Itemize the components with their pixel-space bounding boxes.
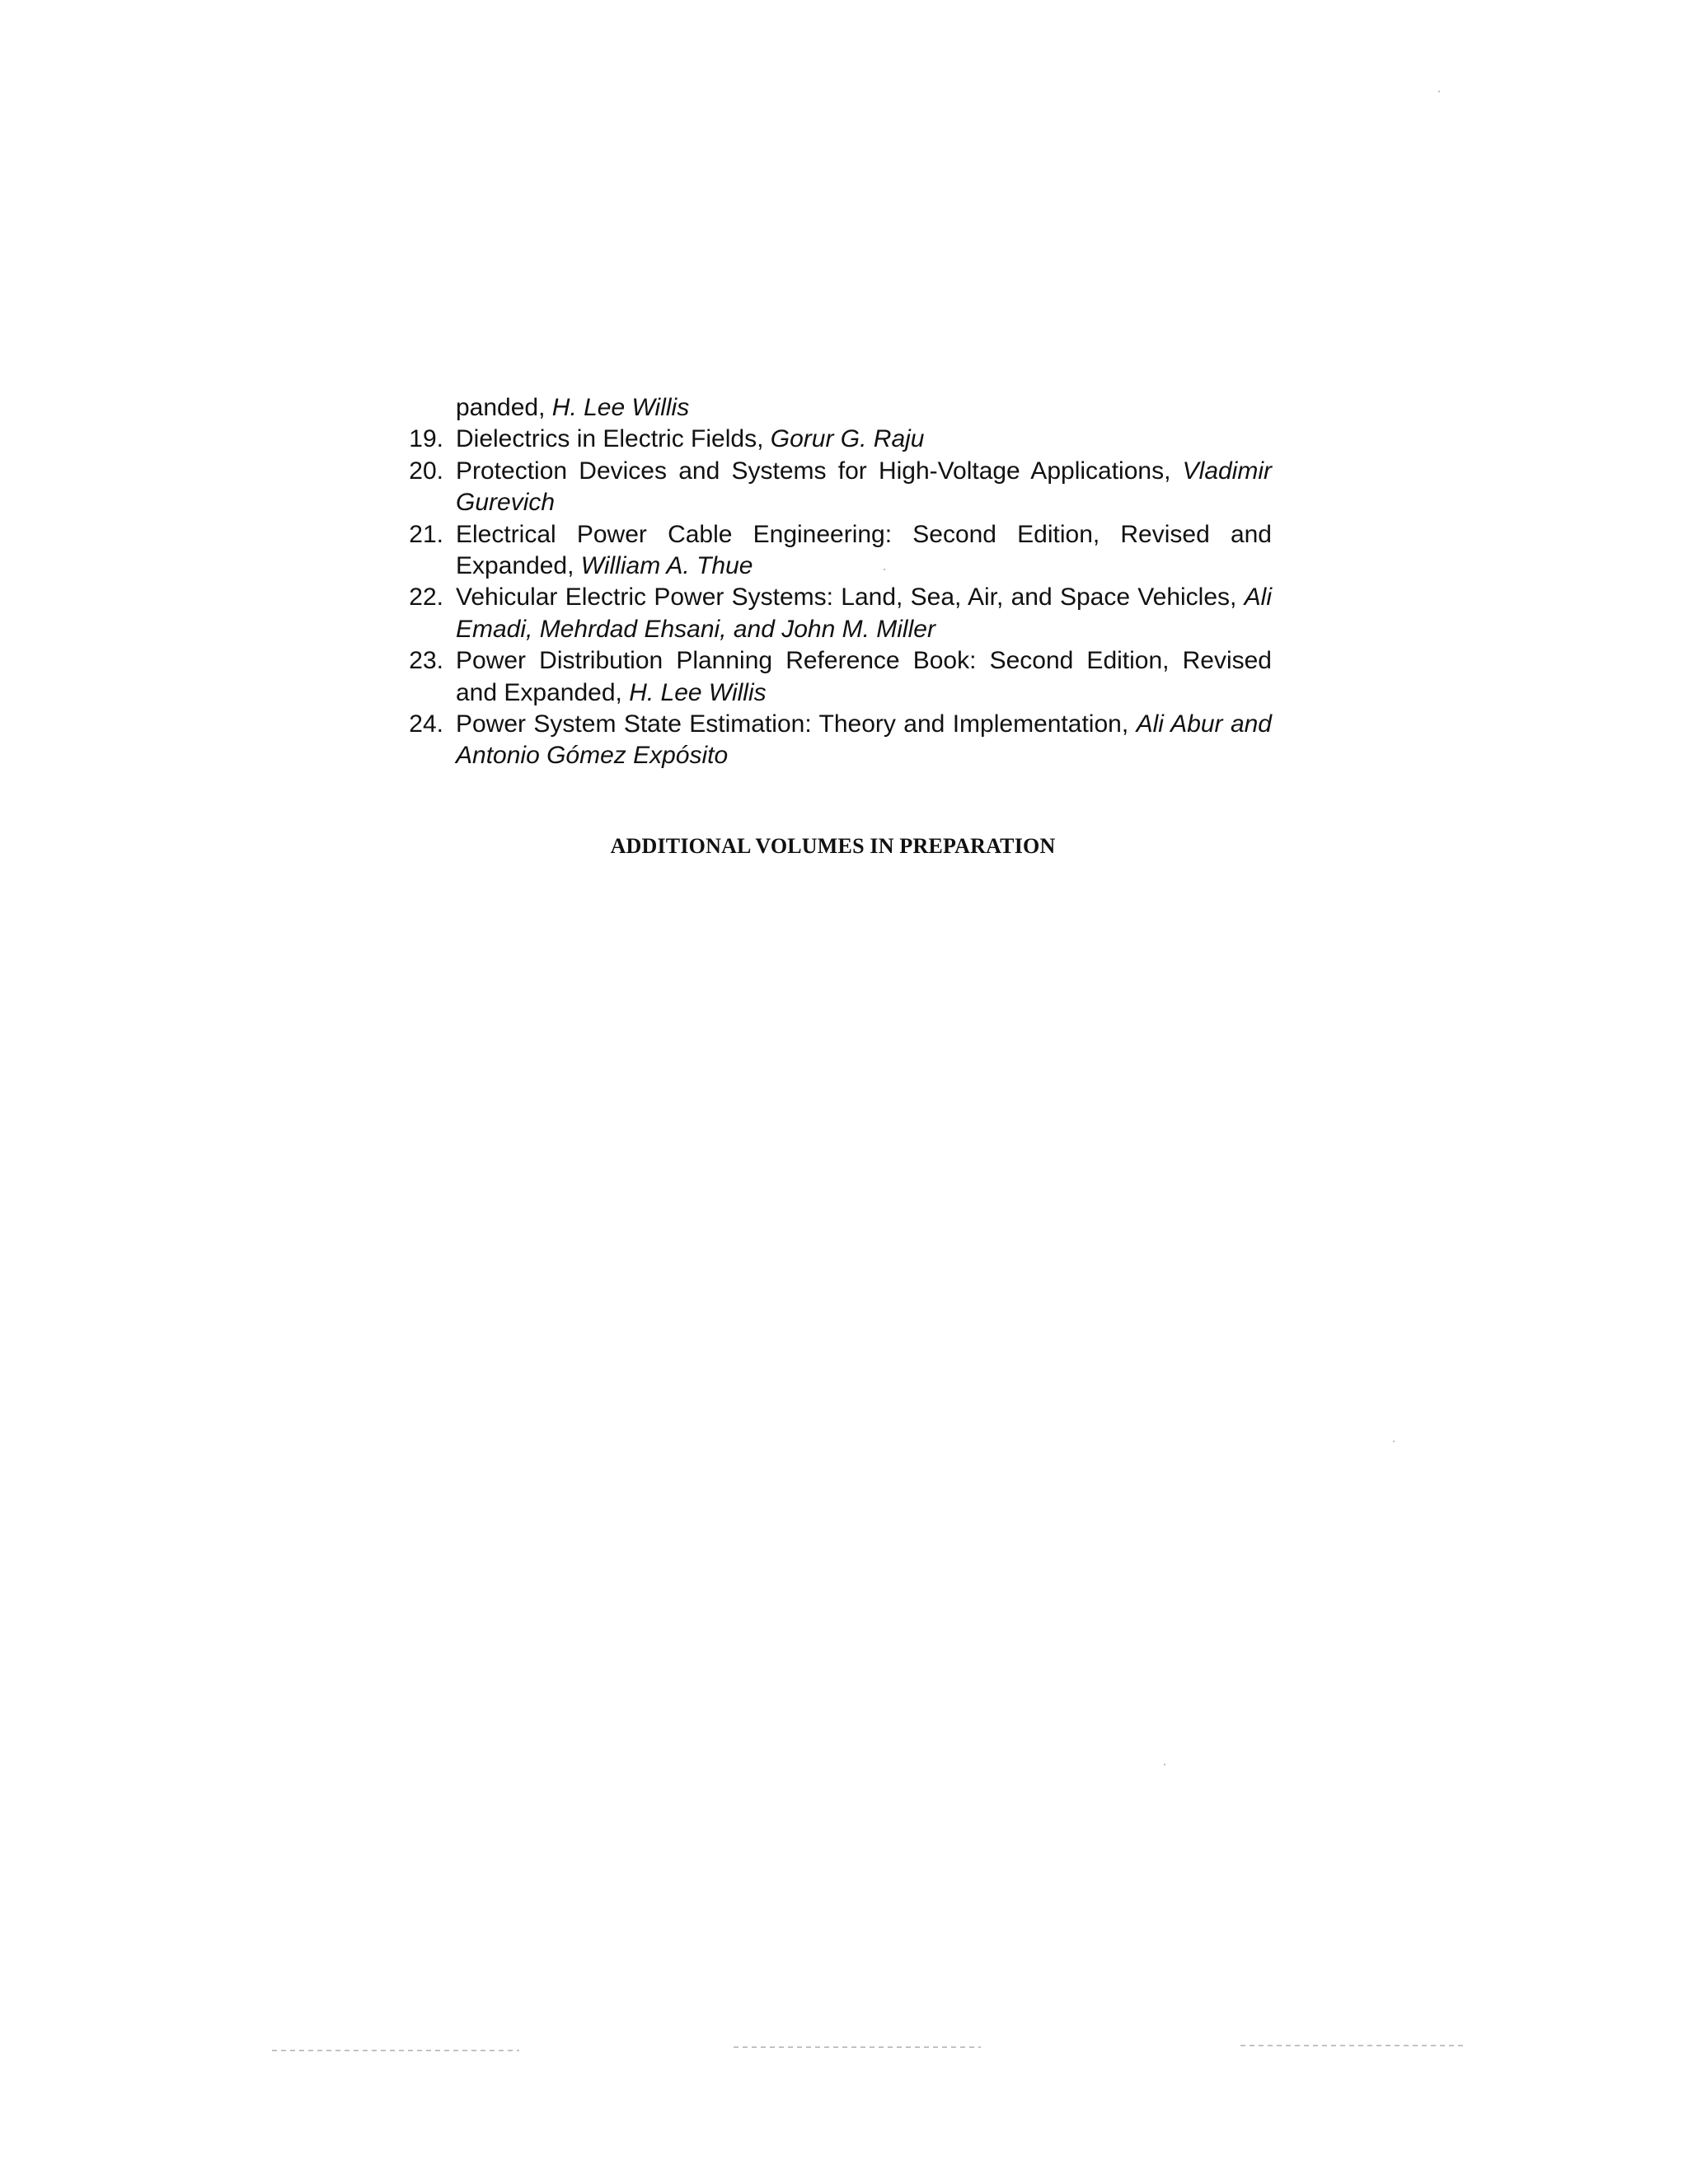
entry-number: 22. [409,583,443,612]
list-item [394,519,1272,583]
entry-number: 21. [409,520,443,548]
entry-title: Vehicular Electric Power Systems: Land, Sea, Air, and Space Vehicles, [456,583,1245,612]
entry-title: panded, [456,394,552,421]
additional-volumes-heading: ADDITIONAL VOLUMES IN PREPARATION [610,834,1056,858]
list-item [394,709,1272,772]
list-item [394,645,1272,709]
entry-title: Dielectrics in Electric Fields, [456,425,771,453]
scan-artifact [272,2050,519,2051]
entry-text [456,582,1272,645]
scan-artifact [1240,2045,1463,2046]
entry-author: Ali Abur and Antonio Gómez Expósito [456,710,1272,770]
entry-number: 20. [409,457,443,485]
entry-number: 24. [409,710,443,738]
scan-speck [884,569,885,570]
entry-number: 23. [409,647,443,675]
entry-text [456,519,1272,583]
entry-text [456,645,1272,709]
entry-title: Power System State Estimation: Theory and Implementation, [456,710,1137,738]
entry-author: H. Lee Willis [629,678,767,706]
entry-text [456,424,1272,455]
entry-author: William A. Thue [580,552,753,580]
scan-artifact [734,2046,981,2048]
entry-title: Power Distribution Planning Reference Book: Second Edition, Revised and Expanded, [456,647,1272,706]
scan-speck [1438,91,1440,92]
list-item [394,456,1272,519]
entry-text [456,456,1272,519]
entry-number: 19. [409,425,443,453]
list-item [394,424,1272,455]
entry-title: Electrical Power Cable Engineering: Second Edition, Revised and Expanded, [456,520,1272,580]
entry-author: H. Lee Willis [551,394,690,421]
scan-speck [1164,1764,1165,1765]
entry-author: Ali Emadi, Mehrdad Ehsani, and John M. Miller [456,583,1272,643]
entry-author: Gorur G. Raju [770,425,925,453]
list-item [394,582,1272,645]
entry-text [456,709,1272,772]
scan-speck [1393,1441,1395,1442]
entry-author: Vladimir Gurevich [456,457,1272,517]
entry-title: Protection Devices and Systems for High-Voltage Applications, [456,457,1183,485]
list-item [394,392,1272,424]
entry-text [456,392,1272,424]
book-series-list [394,392,1272,772]
